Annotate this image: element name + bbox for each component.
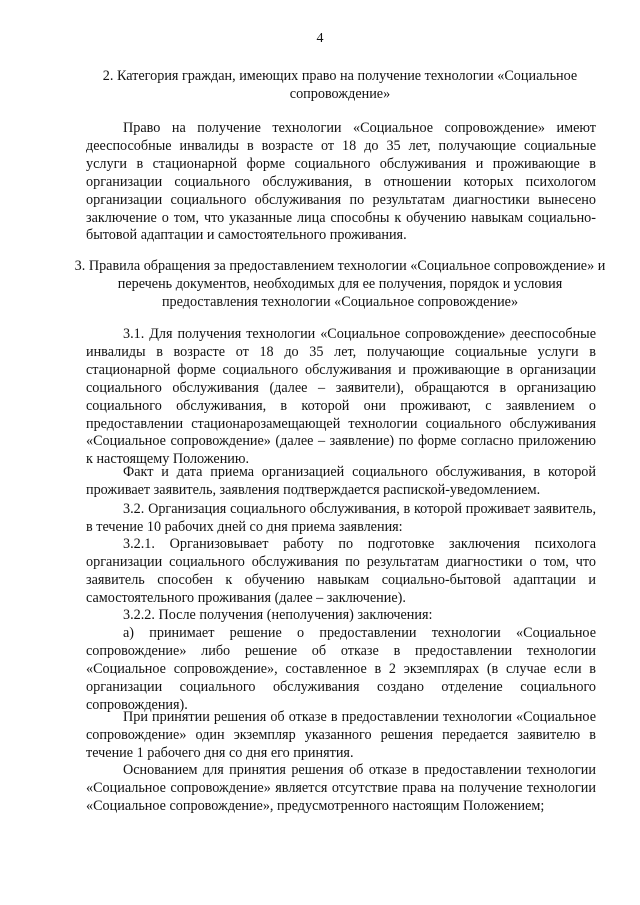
- section-2-paragraph: Право на получение технологии «Социальное сопровождение» имеют дееспособные инвалиды в возрасте от 18 до 35 лет, получающие социальные услуги в стационарной форме социального обслуживания и проживающие в организации социального обслуживания, в отношении которых психологом организации социального обслуживания по результатам диагностики вынесено заключение о том, что указанные лица способны к обучению навыкам социально-бытовой адаптации и самостоятельного проживания.: [86, 120, 596, 244]
- paragraph-refusal: При принятии решения об отказе в предоставлении технологии «Социальное сопровождение» один экземпляр указанного решения передается заявителю в течение 1 рабочего дня со дня его принятия.: [86, 709, 596, 761]
- paragraph-3-1: 3.1. Для получения технологии «Социальное сопровождение» дееспособные инвалиды в возрасте от 18 до 35 лет, получающие социальные услуги в стационарной форме социального обслуживания и проживающие в организации социального обслуживания (далее – заявители), обращаются в организацию социального обслуживания, в которой они проживают, с заявлением о предоставлении стационарозамещающей технологии социального обслуживания «Социальное сопровождение» (далее – заявление) по форме согласно приложению к настоящему Положению.: [86, 326, 596, 468]
- page-number: 4: [316, 31, 324, 46]
- paragraph-3-2-1: 3.2.1. Организовывает работу по подготовке заключения психолога организации социального обслуживания по результатам диагностики о том, что заявитель способен к обучению навыкам социально-бытовой адаптации и самостоятельного проживания (далее – заключение).: [86, 536, 596, 606]
- paragraph-3-2: 3.2. Организация социального обслуживания, в которой проживает заявитель, в течение 10 рабочих дней со дня приема заявления:: [86, 501, 596, 535]
- section-3-heading: 3. Правила обращения за предоставлением технологии «Социальное сопровождение» и перечень документов, необходимых для ее получения, порядок и условия предоставления технологии «Социальное сопровождение»: [74, 258, 606, 310]
- paragraph-a: а) принимает решение о предоставлении технологии «Социальное сопровождение» либо решение об отказе в предоставлении технологии «Социальное сопровождение», составленное в 2 экземплярах (в случае если в организации социального обслуживания создано отделение социального сопровождения).: [86, 625, 596, 713]
- paragraph-receipt: Факт и дата приема организацией социального обслуживания, в которой проживает заявитель, заявления подтверждается распиской-уведомлением.: [86, 464, 596, 498]
- paragraph-3-2-2: 3.2.2. После получения (неполучения) заключения:: [123, 607, 433, 623]
- section-2-heading: 2. Категория граждан, имеющих право на получение технологии «Социальное сопровождение»: [102, 68, 578, 102]
- paragraph-grounds: Основанием для принятия решения об отказе в предоставлении технологии «Социальное сопровождение» является отсутствие права на получение технологии «Социальное сопровождение», предусмотренного настоящим Положением;: [86, 762, 596, 814]
